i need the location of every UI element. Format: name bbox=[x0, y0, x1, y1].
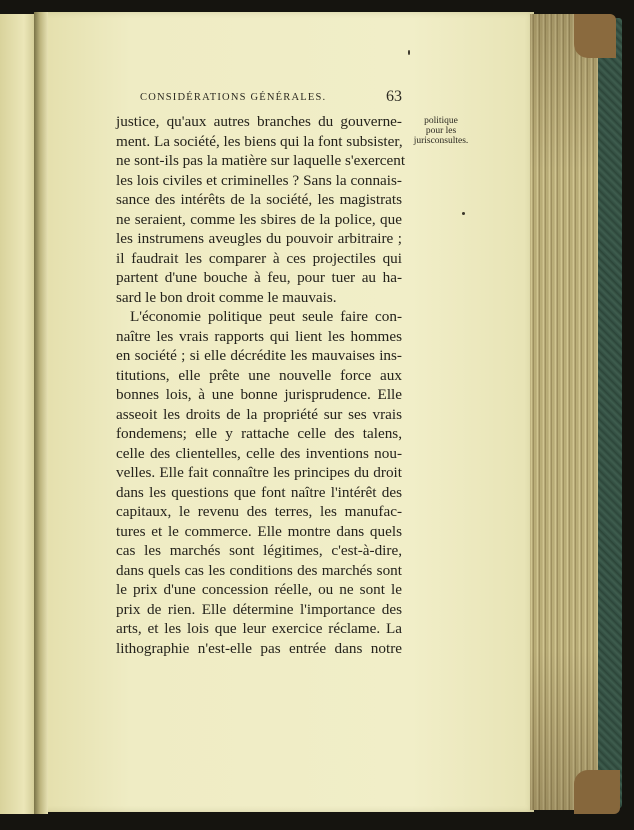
text-line: capitaux, le revenu des terres, les manufac- bbox=[116, 503, 402, 520]
ink-speck bbox=[408, 50, 410, 55]
text-line: cas les marchés sont légitimes, c'est-à-dire, bbox=[116, 542, 402, 559]
text-line: velles. Elle fait connaître les principes du droit bbox=[116, 464, 402, 481]
marbled-cover bbox=[598, 18, 622, 808]
text-line: ment. La société, les biens qui la font subsister, bbox=[116, 132, 403, 150]
text-line: naître les vrais rapports qui lient les hommes bbox=[116, 327, 402, 345]
running-title: CONSIDÉRATIONS GÉNÉRALES. bbox=[140, 92, 327, 103]
text-line: fondemens; elle y rattache celle des talens, bbox=[116, 425, 402, 442]
margin-note-line: pour les bbox=[425, 126, 457, 136]
leather-corner-bottom bbox=[574, 770, 620, 814]
text-line: il faudrait les comparer à ces projectiles qui bbox=[116, 249, 402, 267]
text-line: sard le bon droit comme le mauvais. bbox=[116, 288, 337, 306]
leather-corner-top bbox=[574, 14, 616, 58]
body-text bbox=[116, 112, 406, 658]
text-line: titutions, elle prête une nouvelle force aux bbox=[116, 366, 402, 384]
text-line: les instrumens aveugles du pouvoir arbitraire ; bbox=[116, 230, 402, 247]
text-line: lithographie n'est-elle pas entrée dans notre bbox=[116, 639, 402, 657]
page-number: 63 bbox=[386, 88, 402, 105]
margin-note-line: jurisconsultes. bbox=[413, 136, 469, 146]
text-line: celle des clientelles, celle des inventions nou- bbox=[116, 444, 402, 462]
paragraph-2 bbox=[116, 307, 402, 658]
text-line: ne sont-ils pas la matière sur laquelle s'exercent bbox=[116, 152, 406, 169]
text-line: partent d'une bouche à feu, pour tuer au ha- bbox=[116, 269, 402, 286]
book-gutter bbox=[34, 12, 48, 814]
text-line: L'économie politique peut seule faire con- bbox=[130, 308, 402, 325]
text-line: asseoit les droits de la propriété sur ses vrais bbox=[116, 405, 402, 423]
text-line: dans les questions que font naître l'intérêt des bbox=[116, 483, 402, 501]
text-line: prix de rien. Elle détermine l'importance des bbox=[116, 600, 402, 618]
text-line: tures et le commerce. Elle montre dans quels bbox=[116, 522, 402, 540]
text-line: le prix d'une concession réelle, ou ne sont le bbox=[116, 581, 402, 598]
text-line: en société ; si elle décrédite les mauvaises ins- bbox=[116, 347, 402, 364]
text-line: ne seraient, comme les sbires de la police, que bbox=[116, 210, 402, 228]
text-line: justice, qu'aux autres branches du gouverne- bbox=[116, 113, 402, 130]
page-header bbox=[140, 88, 402, 108]
paragraph-1 bbox=[116, 112, 406, 307]
text-line: arts, et les lois que leur exercice réclame. La bbox=[116, 620, 402, 637]
text-line: les lois civiles et criminelles ? Sans la connais- bbox=[116, 171, 402, 189]
text-line: bonnes lois, à une bonne jurisprudence. Elle bbox=[116, 386, 402, 403]
page-edges-shade bbox=[530, 14, 604, 810]
ink-speck bbox=[462, 212, 465, 215]
margin-note bbox=[406, 116, 476, 146]
margin-note-line: politique bbox=[424, 116, 458, 126]
text-line: sance des intérêts de la société, les magistrats bbox=[116, 191, 402, 208]
text-line: dans quels cas les conditions des marchés sont bbox=[116, 561, 402, 579]
